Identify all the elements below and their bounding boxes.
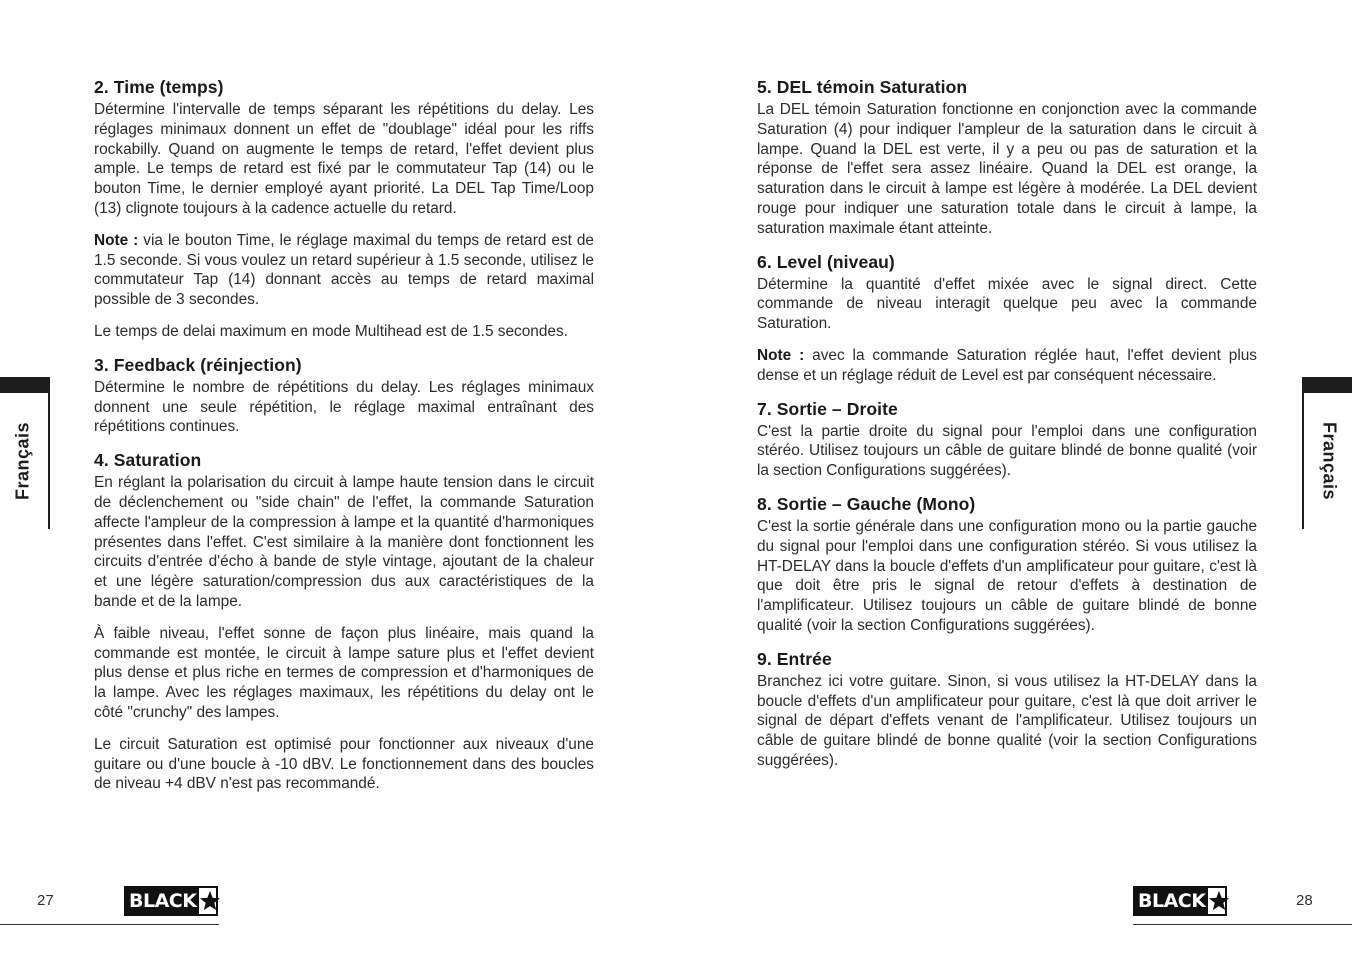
language-tab-right	[1302, 377, 1352, 529]
logo-wordmark: BLACK	[1135, 888, 1208, 914]
section-feedback	[94, 354, 594, 437]
paragraph: C'est la sortie générale dans une configuration mono ou la partie gauche du signal pour l'emploi dans une configuration stéréo. Si vous utilisez la HT-DELAY dans la boucle d'effets d'un amplificateur pour guitare, c'est là que doit être pris le signal de retour d'effets à destination de l'amplificateur. Utilisez toujours un câble de guitare blindé de bonne qualité (voir la section Configurations suggérées).	[757, 517, 1257, 634]
section-heading: 2. Time (temps)	[94, 77, 224, 97]
footer-rule-right	[1133, 924, 1352, 925]
section-heading: 3. Feedback (réinjection)	[94, 354, 302, 375]
note-lead: Note :	[94, 231, 139, 249]
paragraph: En réglant la polarisation du circuit à lampe haute tension dans le circuit de déclenchement ou "side chain" de l'effet, la commande Saturation affecte l'ampleur de la compression à lampe et la quantité d'harmoniques présentes dans l'effet. C'est similaire à la manière dont fonctionnent les circuits d'entrée d'écho à bande de style vintage, ajoutant de la chaleur et une légère saturation/compression dus aux caractéristiques de la bande et de la lampe.	[94, 474, 594, 610]
brand-logo-left	[124, 886, 218, 916]
star-icon	[199, 890, 221, 912]
tab-label: Français	[12, 421, 33, 501]
paragraph: C'est la partie droite du signal pour l'emploi dans une configuration stéréo. Utilisez toujours un câble de guitare blindé de bonne qualité (voir la section Configurations suggérées).	[757, 422, 1257, 480]
paragraph: Détermine la quantité d'effet mixée avec le signal direct. Cette commande de niveau interagit quelque peu avec la commande Saturation.	[757, 275, 1257, 333]
paragraph: Le temps de delai maximum en mode Multihead est de 1.5 secondes.	[94, 322, 568, 340]
paragraph: Le circuit Saturation est optimisé pour fonctionner aux niveaux d'une guitare ou d'une boucle à -10 dBV. Le fonctionnement dans des boucles de niveau +4 dBV n'est pas recommandé.	[94, 735, 594, 793]
section-heading: 7. Sortie – Droite	[757, 398, 898, 419]
note-lead: Note :	[757, 346, 805, 364]
paragraph: Détermine l'intervalle de temps séparant les répétitions du delay. Les réglages minimaux donnent un effet de "doublage" idéal pour les riffs rockabilly. Quand on augmente le temps de retard, l'effet devient plus ample. Le temps de retard est fixé par le commutateur Tap (14) ou le bouton Time, le dernier employé ayant priorité. La DEL Tap Time/Loop (13) clignote toujours à la cadence actuelle du retard.	[94, 101, 594, 217]
section-heading: 8. Sortie – Gauche (Mono)	[757, 493, 976, 514]
paragraph: Détermine le nombre de répétitions du delay. Les réglages minimaux donnent une seule répétition, le réglage maximal entraînant des répétitions continues.	[94, 378, 594, 436]
section-heading: 9. Entrée	[757, 648, 832, 669]
section-time	[94, 76, 594, 342]
note-paragraph: Note : avec la commande Saturation réglée haut, l'effet devient plus dense et un réglage réduit de Level est par conséquent nécessaire.	[757, 346, 1257, 384]
section-level	[757, 251, 1257, 386]
tab-label: Français	[1319, 421, 1340, 501]
section-sortie-gauche	[757, 493, 1257, 636]
section-heading: 4. Saturation	[94, 450, 202, 471]
section-saturation	[94, 449, 594, 794]
section-heading: 6. Level (niveau)	[757, 251, 895, 272]
paragraph: La DEL témoin Saturation fonctionne en conjonction avec la commande Saturation (4) pour indiquer l'ampleur de la saturation dans le circuit à lampe. Quand la DEL est verte, il y a peu ou pas de saturation et la réponse de l'effet sera assez linéaire. Quand la DEL est orange, la saturation dans le circuit à lampe est légère à modérée. La DEL devient rouge pour indiquer une saturation totale dans le circuit à lampe, la saturation maximale étant atteinte.	[757, 101, 1257, 237]
section-entree	[757, 648, 1257, 771]
note-paragraph: Note : via le bouton Time, le réglage maximal du temps de retard est de 1.5 seconde. Si vous voulez un retard supérieur à 1.5 seconde, utilisez le commutateur Tap (14) donnant accès au temps de retard maximal possible de 3 secondes.	[94, 231, 594, 309]
footer-rule-left	[0, 924, 219, 925]
brand-logo-right	[1133, 886, 1227, 916]
left-page-column	[94, 76, 594, 806]
page-number-right: 28	[1296, 892, 1313, 909]
language-tab-left	[0, 377, 50, 529]
section-sortie-droite	[757, 398, 1257, 481]
paragraph: À faible niveau, l'effet sonne de façon plus linéaire, mais quand la commande est montée, le circuit à lampe sature plus et l'effet devient plus dense et plus riche en termes de compression et d'harmoniques de la lampe. Avec les réglages maximaux, les répétitions du delay ont le côté "crunchy" des lampes.	[94, 624, 594, 721]
star-icon	[1208, 890, 1230, 912]
right-page-column	[757, 76, 1257, 783]
page-number-left: 27	[37, 892, 54, 909]
section-del-temoin	[757, 76, 1257, 239]
logo-wordmark: BLACK	[126, 888, 199, 914]
section-heading: 5. DEL témoin Saturation	[757, 77, 968, 97]
paragraph: Branchez ici votre guitare. Sinon, si vous utilisez la HT-DELAY dans la boucle d'effets d'un amplificateur pour guitare, c'est là que doit arriver le signal de départ d'effets venant de l'amplificateur. Utilisez toujours un câble de guitare blindé de bonne qualité (voir la section Configurations suggérées).	[757, 672, 1257, 769]
